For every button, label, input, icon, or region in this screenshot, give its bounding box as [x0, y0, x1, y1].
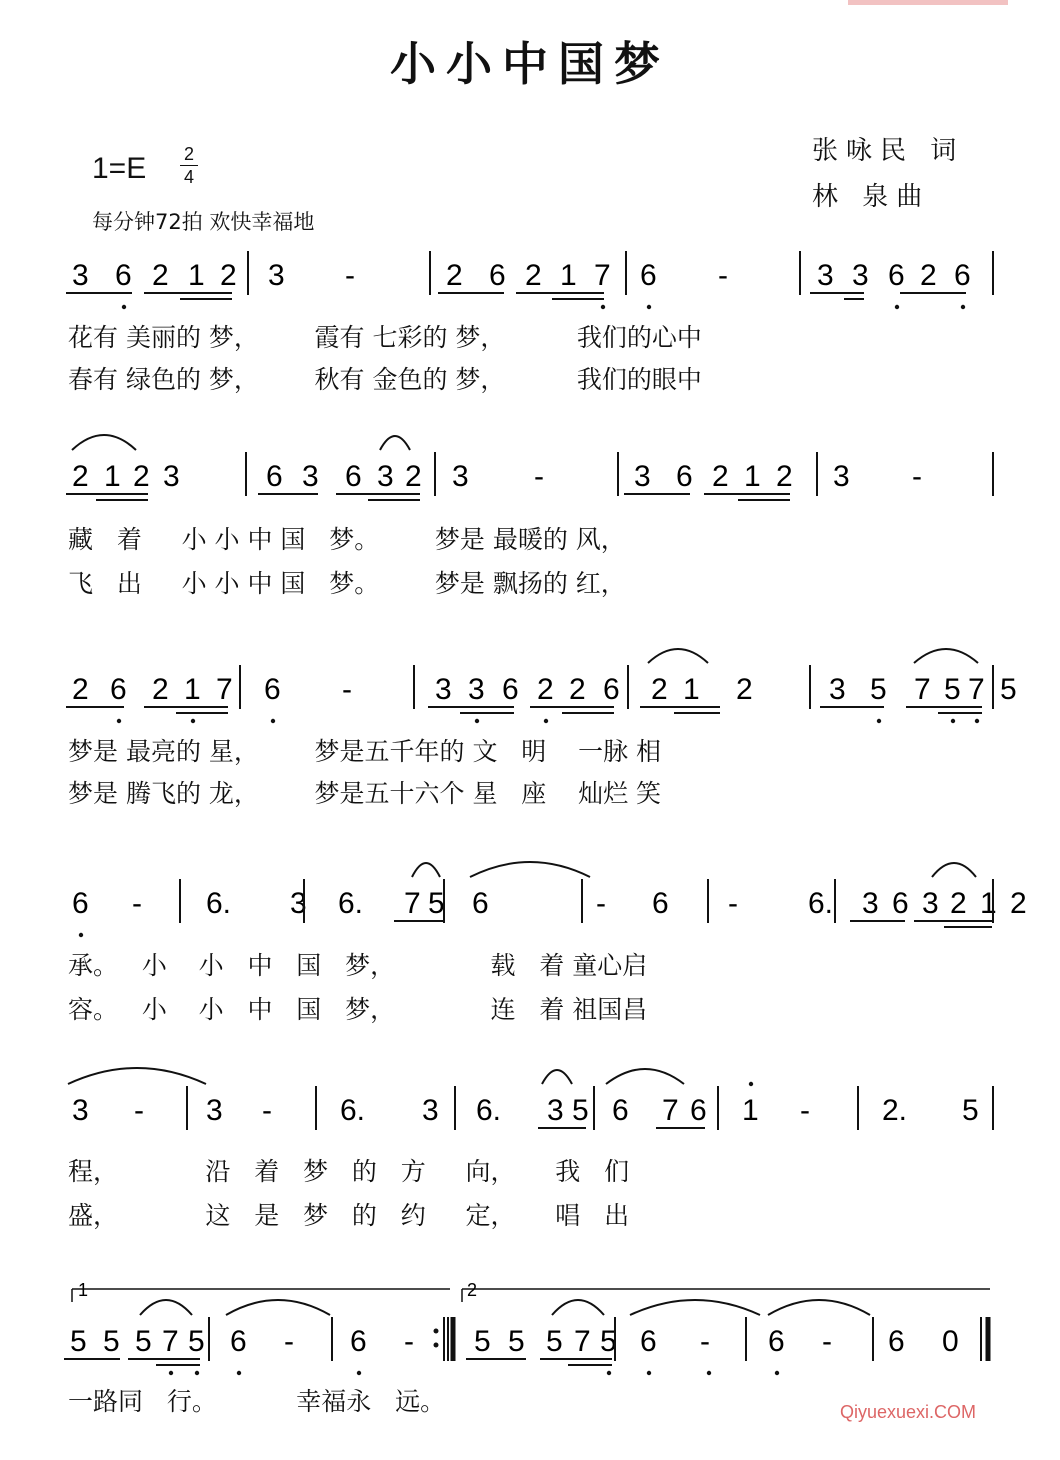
jianpu-note: 3: [377, 460, 394, 493]
slur: [226, 1300, 330, 1315]
jianpu-note: 5: [428, 887, 445, 920]
jianpu-note: 6: [472, 887, 489, 920]
tempo-marking: 每分钟72拍 欢快幸福地: [92, 210, 315, 234]
jianpu-note: 6: [690, 1094, 707, 1127]
jianpu-note: 3: [862, 887, 879, 920]
jianpu-note: 6.: [206, 887, 232, 920]
jianpu-note: 1: [742, 1094, 759, 1127]
jianpu-note: 7: [914, 673, 931, 706]
composer-credit: 林 泉曲: [812, 182, 931, 212]
octave-dot-low: [647, 1371, 651, 1375]
jianpu-note: 3: [468, 673, 485, 706]
jianpu-note: 3: [72, 1094, 89, 1127]
volta-number-1: 1: [78, 1280, 89, 1300]
octave-dot-low: [951, 719, 955, 723]
octave-dot-high: [749, 1082, 753, 1086]
jianpu-note: 2: [133, 460, 150, 493]
jianpu-note: 2: [920, 259, 937, 292]
jianpu-note: 1: [184, 673, 201, 706]
jianpu-note: 6: [345, 460, 362, 493]
lyrics-row-4b: 容。 小 小 中 国 梦， 连 着 祖国昌: [68, 995, 648, 1024]
jianpu-note: 5: [103, 1325, 120, 1358]
octave-dot-low: [191, 719, 195, 723]
octave-dot-low: [961, 305, 965, 309]
slur: [380, 436, 410, 450]
jianpu-note: 6.: [340, 1094, 366, 1127]
jianpu-note: 7: [594, 259, 611, 292]
lyrics-row-6a: 一路同 行。 幸福永 远。: [68, 1387, 446, 1416]
jianpu-note: 1: [683, 673, 700, 706]
jianpu-note: 3: [852, 259, 869, 292]
jianpu-note: 2: [72, 673, 89, 706]
octave-dot-low: [122, 305, 126, 309]
lyrics-row-1a: 花有 美丽的 梦， 霞有 七彩的 梦， 我们的心中: [68, 323, 702, 352]
jianpu-note: 3: [452, 460, 469, 493]
jianpu-note: 2: [525, 259, 542, 292]
jianpu-note: 3: [302, 460, 319, 493]
octave-dot-low: [975, 719, 979, 723]
jianpu-note: 5: [474, 1325, 491, 1358]
slur: [914, 649, 978, 663]
jianpu-note: -: [822, 1325, 832, 1358]
jianpu-note: 7: [404, 887, 421, 920]
jianpu-note: 2: [446, 259, 463, 292]
jianpu-note: 3: [268, 259, 285, 292]
jianpu-note: 3: [206, 1094, 223, 1127]
jianpu-note: 1: [188, 259, 205, 292]
time-signature-bottom: 4: [183, 167, 194, 187]
octave-dot-low: [877, 719, 881, 723]
jianpu-note: -: [262, 1094, 272, 1127]
jianpu-note: 5: [135, 1325, 152, 1358]
jianpu-note: 2: [405, 460, 422, 493]
jianpu-note: -: [284, 1325, 294, 1358]
jianpu-note: 6: [954, 259, 971, 292]
jianpu-note: 6: [892, 887, 909, 920]
jianpu-note: 7: [662, 1094, 679, 1127]
jianpu-note: 6: [502, 673, 519, 706]
jianpu-note: -: [596, 887, 606, 920]
jianpu-note: 7: [968, 673, 985, 706]
octave-dot-low: [601, 305, 605, 309]
octave-dot-low: [195, 1371, 199, 1375]
jianpu-note: 3: [290, 887, 307, 920]
jianpu-note: 5: [188, 1325, 205, 1358]
volta-number-2: 2: [467, 1280, 478, 1300]
jianpu-note: 5: [1000, 673, 1017, 706]
jianpu-note: -: [728, 887, 738, 920]
jianpu-note: 5: [546, 1325, 563, 1358]
lyrics-row-5a: 程， 沿 着 梦 的 方 向， 我 们: [68, 1157, 630, 1186]
jianpu-note: 6: [603, 673, 620, 706]
jianpu-note: 5: [508, 1325, 525, 1358]
jianpu-note: 2: [712, 460, 729, 493]
jianpu-note: 3: [829, 673, 846, 706]
slur: [606, 1069, 684, 1084]
jianpu-note: 6: [230, 1325, 247, 1358]
jianpu-note: 2: [569, 673, 586, 706]
jianpu-note: -: [404, 1325, 414, 1358]
jianpu-note: 3: [422, 1094, 439, 1127]
jianpu-note: 3: [163, 460, 180, 493]
jianpu-note: 1: [980, 887, 997, 920]
jianpu-note: -: [800, 1094, 810, 1127]
jianpu-note: 1: [104, 460, 121, 493]
jianpu-note: 0: [942, 1325, 959, 1358]
octave-dot-low: [775, 1371, 779, 1375]
jianpu-note: 6: [612, 1094, 629, 1127]
octave-dot-low: [647, 305, 651, 309]
octave-dot-low: [117, 719, 121, 723]
slur: [68, 1068, 206, 1084]
octave-dot-low: [895, 305, 899, 309]
lyrics-row-3a: 梦是 最亮的 星， 梦是五千年的 文 明 一脉 相: [68, 737, 662, 766]
lyrics-row-1b: 春有 绿色的 梦， 秋有 金色的 梦， 我们的眼中: [68, 365, 702, 394]
jianpu-note: 2: [152, 673, 169, 706]
jianpu-note: 6: [640, 259, 657, 292]
octave-dot-low: [271, 719, 275, 723]
jianpu-note: 6: [640, 1325, 657, 1358]
octave-dot-low: [475, 719, 479, 723]
slur: [542, 1070, 572, 1084]
jianpu-note: 1: [560, 259, 577, 292]
jianpu-note: 7: [162, 1325, 179, 1358]
jianpu-note: 3: [922, 887, 939, 920]
jianpu-note: 7: [216, 673, 233, 706]
jianpu-note: -: [912, 460, 922, 493]
octave-dot-low: [237, 1371, 241, 1375]
jianpu-note: 2: [776, 460, 793, 493]
jianpu-note: 5: [600, 1325, 617, 1358]
jianpu-note: -: [534, 460, 544, 493]
lyricist-credit: 张咏民 词: [812, 136, 965, 166]
jianpu-note: 3: [634, 460, 651, 493]
jianpu-note: 6: [652, 887, 669, 920]
jianpu-note: 3: [72, 259, 89, 292]
jianpu-note: 6: [888, 259, 905, 292]
jianpu-note: 2: [152, 259, 169, 292]
jianpu-note: 6: [350, 1325, 367, 1358]
time-signature-top: 2: [183, 144, 194, 164]
jianpu-note: 2: [950, 887, 967, 920]
song-title: 小小中国梦: [390, 37, 670, 91]
jianpu-note: 3: [817, 259, 834, 292]
octave-dot-low: [607, 1371, 611, 1375]
slur: [630, 1300, 760, 1315]
jianpu-note: 2: [1010, 887, 1027, 920]
octave-dot-low: [79, 933, 83, 937]
slur: [470, 862, 590, 877]
jianpu-note: 6: [110, 673, 127, 706]
jianpu-note: 2.: [882, 1094, 908, 1127]
jianpu-note: 5: [572, 1094, 589, 1127]
jianpu-note: 5: [870, 673, 887, 706]
jianpu-note: 6.: [338, 887, 364, 920]
slur: [552, 1300, 604, 1315]
jianpu-note: 3: [435, 673, 452, 706]
jianpu-note: 6: [266, 460, 283, 493]
jianpu-note: 6.: [476, 1094, 502, 1127]
jianpu-note: 1: [744, 460, 761, 493]
jianpu-note: 6.: [808, 887, 834, 920]
repeat-dot: [434, 1329, 439, 1334]
slur: [768, 1300, 870, 1315]
jianpu-note: 2: [72, 460, 89, 493]
key-signature: 1=E: [92, 152, 147, 185]
octave-dot-low: [544, 719, 548, 723]
jianpu-note: -: [718, 259, 728, 292]
jianpu-note: 6: [768, 1325, 785, 1358]
octave-dot-low: [357, 1371, 361, 1375]
jianpu-note: -: [132, 887, 142, 920]
repeat-dot: [434, 1343, 439, 1348]
lyrics-row-2b: 飞 出 小 小 中 国 梦。 梦是 飘扬的 红，: [68, 569, 626, 598]
slur: [72, 435, 136, 450]
jianpu-note: 3: [547, 1094, 564, 1127]
slur: [648, 649, 708, 663]
jianpu-note: 6: [888, 1325, 905, 1358]
jianpu-note: 2: [736, 673, 753, 706]
octave-dot-low: [707, 1371, 711, 1375]
jianpu-note: 6: [264, 673, 281, 706]
lyrics-row-3b: 梦是 腾飞的 龙， 梦是五十六个 星 座 灿烂 笑: [68, 779, 662, 808]
jianpu-note: 2: [220, 259, 237, 292]
jianpu-note: -: [134, 1094, 144, 1127]
jianpu-note: 5: [944, 673, 961, 706]
jianpu-note: -: [345, 259, 355, 292]
jianpu-note: 6: [676, 460, 693, 493]
watermark: Qiyuexuexi.COM: [840, 1402, 977, 1422]
lyrics-row-5b: 盛， 这 是 梦 的 约 定， 唱 出: [68, 1201, 630, 1230]
slur: [412, 863, 440, 877]
lyrics-row-2a: 藏 着 小 小 中 国 梦。 梦是 最暖的 风，: [68, 525, 626, 554]
jianpu-note: 6: [72, 887, 89, 920]
jianpu-note: 3: [833, 460, 850, 493]
jianpu-note: 5: [962, 1094, 979, 1127]
jianpu-note: 5: [70, 1325, 87, 1358]
jianpu-note: 6: [489, 259, 506, 292]
jianpu-note: 6: [115, 259, 132, 292]
slur: [140, 1300, 192, 1315]
jianpu-note: -: [700, 1325, 710, 1358]
slur: [932, 863, 976, 877]
jianpu-note: 7: [574, 1325, 591, 1358]
jianpu-note: 2: [651, 673, 668, 706]
jianpu-note: 2: [537, 673, 554, 706]
jianpu-note: -: [342, 673, 352, 706]
lyrics-row-4a: 承。 小 小 中 国 梦， 载 着 童心启: [68, 951, 648, 980]
octave-dot-low: [169, 1371, 173, 1375]
